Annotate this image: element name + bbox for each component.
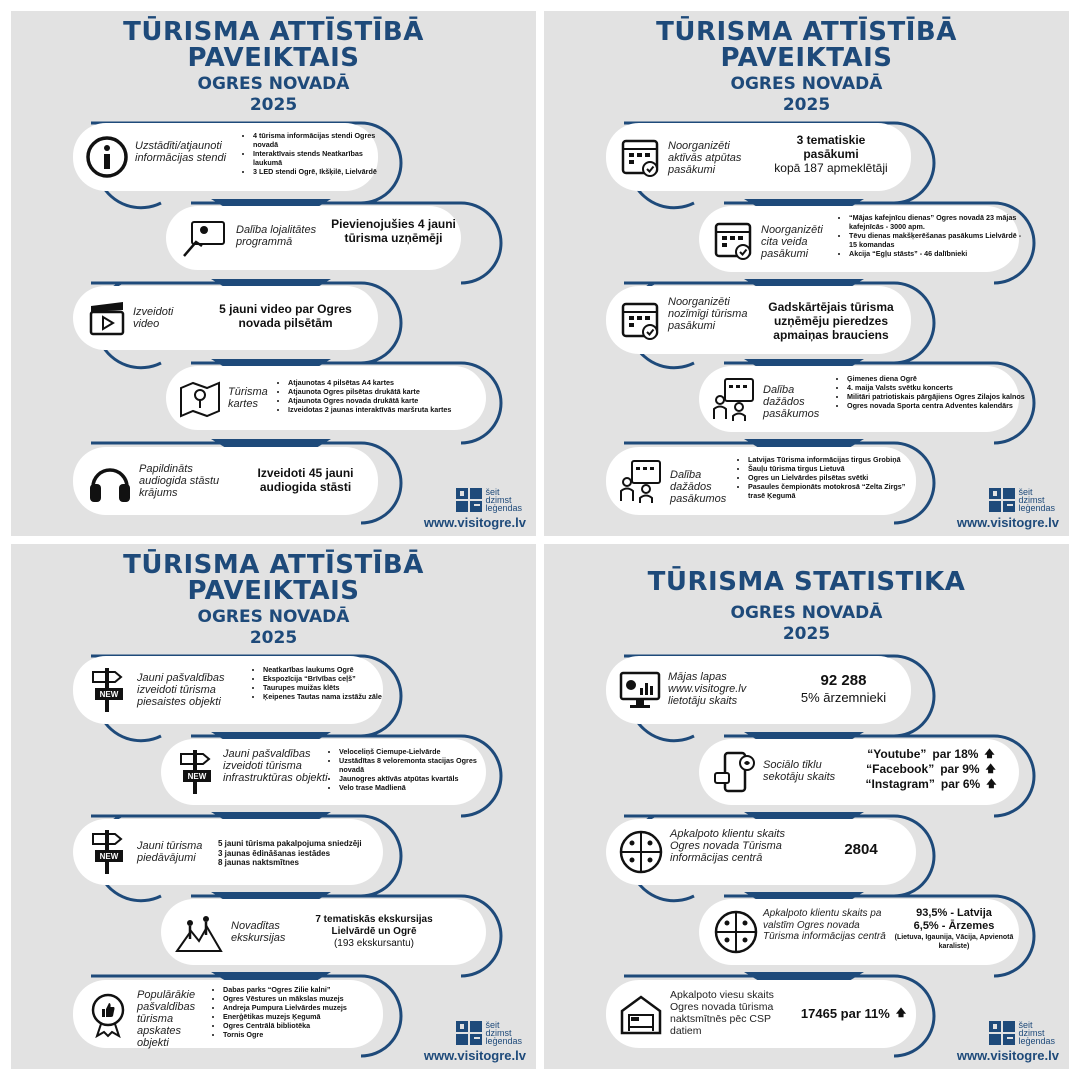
bullet-item: • Tornis Ogre bbox=[223, 1030, 388, 1039]
bullet-item: • Atjaunota Ogres novada drukātā karte bbox=[288, 396, 498, 405]
panel-title-line2: PAVEIKTAIS bbox=[720, 43, 893, 73]
bullet-item: • Taurupes muižas klēts bbox=[263, 683, 388, 692]
bullet-item: • Dabas parks “Ogres Zilie kalni” bbox=[223, 985, 388, 994]
row-value: 7 tematiskās ekskursijas Lielvārdē un Ogrē (193 ekskursantu) bbox=[315, 914, 433, 949]
event-people-icon bbox=[618, 458, 664, 504]
card-website-users bbox=[606, 656, 911, 724]
svg-text:NEW: NEW bbox=[99, 690, 119, 699]
calendar-check-icon bbox=[620, 135, 662, 179]
card-clients-served bbox=[606, 819, 916, 885]
row-value: 5 jauni video par Ogres novada pilsētām bbox=[219, 302, 352, 330]
row-label: Apkalpoto klientu skaits Ogres novada Tūrisma informācijas centrā bbox=[670, 828, 785, 864]
card-video bbox=[73, 286, 378, 350]
row-value: 3 tematiskie pasākumi kopā 187 apmeklētāji bbox=[774, 133, 888, 175]
loyalty-card-icon bbox=[180, 216, 228, 260]
panel-title-line1: TŪRISMA ATTĪSTĪBĀ bbox=[656, 17, 957, 47]
card-active-events bbox=[606, 123, 911, 191]
bullet-item: • Ekspozīcija “Brīvības ceļš” bbox=[263, 674, 388, 683]
social-phone-icon bbox=[713, 749, 757, 795]
ogre-logo bbox=[989, 1021, 1055, 1045]
logo-text: šeit dzimst leģendas bbox=[485, 487, 522, 513]
stat-facebook: “Facebook” par 9% 🡅 bbox=[866, 762, 996, 776]
bullet-item: • 3 LED stendi Ogrē, Ikšķilē, Lielvārdē bbox=[253, 167, 383, 176]
logo-blocks-icon bbox=[456, 1021, 482, 1045]
offer-line: 8 jaunas naktsmītnes bbox=[218, 858, 299, 867]
panel-title-line1: TŪRISMA ATTĪSTĪBĀ bbox=[123, 17, 424, 47]
bullet-list bbox=[278, 378, 498, 414]
website-link[interactable]: www.visitogre.lv bbox=[423, 1048, 526, 1063]
panel-tourism-development-3 bbox=[11, 544, 536, 1069]
new-signpost-icon bbox=[85, 828, 131, 876]
panel-subtitle: OGRES NOVADĀ bbox=[730, 603, 883, 623]
card-loyalty bbox=[166, 206, 461, 270]
row-label: Noorganizēti cita veida pasākumi bbox=[761, 224, 823, 260]
arrow-up-icon: 🡅 bbox=[895, 1008, 907, 1019]
bullet-item: • Ogres Centrālā bibliotēka bbox=[223, 1021, 388, 1030]
card-major-events bbox=[606, 286, 911, 354]
row-label: Jauni pašvaldības izveidoti tūrisma piesaistes objekti bbox=[137, 672, 225, 708]
logo-blocks-icon bbox=[989, 488, 1015, 512]
stat-youtube: “Youtube” par 18% 🡅 bbox=[867, 747, 995, 761]
bullet-item: • Velo trase Madlienā bbox=[339, 783, 491, 792]
bullet-item: • Enerģētikas muzejs Ķegumā bbox=[223, 1012, 388, 1021]
row-value: Izveidoti 45 jauni audiogida stāsti bbox=[257, 466, 354, 494]
bullet-item: • Ķeipenes Tautas nama izstāžu zāle bbox=[263, 692, 388, 701]
logo-text: šeit dzimst leģendas bbox=[1018, 487, 1055, 513]
offers-list bbox=[218, 839, 383, 868]
row-value: 2804 bbox=[844, 841, 878, 858]
bullet-list bbox=[329, 747, 491, 792]
arrow-up-icon: 🡅 bbox=[986, 779, 997, 790]
bullet-item: • Atjaunota Ogres pilsētas drukātā karte bbox=[288, 387, 498, 396]
bullet-item: • Interaktīvais stends Neatkarības laukumā bbox=[253, 149, 383, 167]
logo-blocks-icon bbox=[456, 488, 482, 512]
social-stats bbox=[851, 747, 1011, 792]
arrow-up-icon: 🡅 bbox=[984, 749, 995, 760]
stat-instagram: “Instagram” par 6% 🡅 bbox=[865, 777, 997, 791]
bullet-item: • Uzstādītas 8 veloremonta stacijas Ogres novadā bbox=[339, 756, 491, 774]
card-social-followers bbox=[699, 739, 1019, 805]
card-new-offers bbox=[73, 819, 383, 885]
row-label: Apkalpoto klientu skaits pa valstīm Ogres novada Tūrisma informācijas centrā bbox=[763, 908, 886, 942]
panel-year: 2025 bbox=[782, 95, 831, 115]
pie-people-icon bbox=[618, 829, 664, 875]
logo-text: šeit dzimst leģendas bbox=[485, 1020, 522, 1046]
card-attraction-objects bbox=[73, 656, 383, 724]
row-label: Noorganizēti nozīmīgi tūrisma pasākumi bbox=[668, 296, 748, 332]
bullet-item: • Latvijas Tūrisma informācijas tirgus Grobiņā bbox=[748, 455, 923, 464]
website-link[interactable]: www.visitogre.lv bbox=[956, 1048, 1059, 1063]
card-other-events bbox=[699, 206, 1022, 272]
panel-tourism-development-1 bbox=[11, 11, 536, 536]
bullet-item: • Izveidotas 2 jaunas interaktīvās maršruta kartes bbox=[288, 405, 498, 414]
bullet-list bbox=[738, 455, 923, 500]
new-signpost-icon bbox=[85, 666, 131, 714]
bullet-list bbox=[243, 131, 383, 176]
hikers-icon bbox=[175, 909, 223, 955]
panel-tourism-development-2 bbox=[544, 11, 1069, 536]
calendar-check-icon bbox=[620, 298, 662, 342]
logo-text: šeit dzimst leģendas bbox=[1018, 1020, 1055, 1046]
monitor-chart-icon bbox=[618, 668, 662, 712]
row-label: Papildināts audiogida stāstu krājums bbox=[139, 463, 220, 499]
bullet-item: • 4. maija Valsts svētku koncerts bbox=[847, 383, 1027, 392]
row-label: Novadītas ekskursijas bbox=[231, 920, 286, 944]
row-label: Jauni pašvaldības izveidoti tūrisma infrastruktūras objekti bbox=[223, 748, 328, 784]
bullet-item: • Ogres un Lielvārdes pilsētas svētki bbox=[748, 473, 923, 482]
video-clapper-icon bbox=[87, 298, 127, 338]
bullet-item: • Ogres Vēstures un mākslas muzejs bbox=[223, 994, 388, 1003]
row-label: Izveidoti video bbox=[133, 306, 174, 330]
bullet-item: • 4 tūrisma informācijas stendi Ogres novadā bbox=[253, 131, 383, 149]
card-tourism-maps bbox=[166, 366, 486, 430]
row-label: Tūrisma kartes bbox=[228, 386, 268, 410]
bullet-item: • Pasaules čempionāts motokrosā “Zelta Zirgs” trasē Ķegumā bbox=[748, 482, 923, 500]
svg-text:NEW: NEW bbox=[99, 852, 119, 861]
website-link[interactable]: www.visitogre.lv bbox=[956, 515, 1059, 530]
arrow-up-icon: 🡅 bbox=[985, 764, 996, 775]
new-signpost-icon bbox=[173, 748, 219, 796]
card-info-stands bbox=[73, 123, 378, 191]
offer-line: 5 jauni tūrisma pakalpojuma sniedzēji bbox=[218, 839, 362, 848]
svg-text:NEW: NEW bbox=[187, 772, 207, 781]
card-participation-1 bbox=[699, 366, 1025, 432]
bullet-list bbox=[839, 213, 1027, 258]
bullet-item: • Akcija “Egļu stāsts” - 46 dalībnieki bbox=[849, 249, 1027, 258]
bullet-item: • Ogres novada Sporta centra Adventes kalendārs bbox=[847, 401, 1027, 410]
bullet-item: • Ģimenes diena Ogrē bbox=[847, 374, 1027, 383]
row-label: Uzstādīti/atjaunoti informācijas stendi bbox=[135, 140, 227, 164]
ogre-logo bbox=[989, 488, 1055, 512]
panel-year: 2025 bbox=[782, 624, 831, 644]
bullet-item: • Neatkarības laukums Ogrē bbox=[263, 665, 388, 674]
bullet-item: • Andreja Pumpura Lielvārdes muzejs bbox=[223, 1003, 388, 1012]
ogre-logo bbox=[456, 1021, 522, 1045]
row-label: Mājas lapas www.visitogre.lv lietotāju skaits bbox=[668, 671, 747, 707]
card-guests-accommodation bbox=[606, 980, 916, 1048]
panel-subtitle: OGRES NOVADĀ bbox=[197, 74, 350, 94]
panel-year: 2025 bbox=[249, 628, 298, 648]
panel-tourism-statistics bbox=[544, 544, 1069, 1069]
ogre-logo bbox=[456, 488, 522, 512]
row-label: Dalība dažādos pasākumos bbox=[763, 384, 820, 420]
bullet-item: • “Mājas kafejnīcu dienas” Ogres novadā 23 mājas kafejnīcās - 3000 apm. bbox=[849, 213, 1027, 231]
card-audioguide bbox=[73, 447, 378, 515]
card-infrastructure-objects bbox=[161, 739, 486, 805]
website-link[interactable]: www.visitogre.lv bbox=[423, 515, 526, 530]
row-label: Noorganizēti aktīvās atpūtas pasākumi bbox=[668, 140, 742, 176]
offer-line: 3 jaunas ēdināšanas iestādes bbox=[218, 848, 331, 858]
panel-title-line2: PAVEIKTAIS bbox=[187, 43, 360, 73]
bullet-item: • Tēvu dienas makšķerēšanas pasākums Lielvārdē - 15 komandas bbox=[849, 231, 1027, 249]
panel-subtitle: OGRES NOVADĀ bbox=[730, 74, 883, 94]
headphones-icon bbox=[87, 457, 133, 505]
bed-icon bbox=[618, 991, 664, 1037]
bullet-list bbox=[213, 985, 388, 1039]
card-clients-by-country bbox=[699, 899, 1019, 965]
panel-title: TŪRISMA STATISTIKA bbox=[647, 567, 966, 597]
row-label: Sociālo tīklu sekotāju skaits bbox=[763, 759, 836, 783]
map-icon bbox=[178, 378, 222, 418]
row-label: Dalība lojalitātes programmā bbox=[236, 224, 317, 248]
panel-subtitle: OGRES NOVADĀ bbox=[197, 607, 350, 627]
pie-people-icon bbox=[713, 909, 759, 955]
logo-blocks-icon bbox=[989, 1021, 1015, 1045]
row-label: Apkalpoto viesu skaits Ogres novada tūrisma naktsmītnēs pēc CSP datiem bbox=[670, 989, 774, 1037]
card-participation-2 bbox=[606, 447, 916, 515]
bullet-list bbox=[253, 665, 388, 701]
bullet-item: • Militāri patriotiskais pārgājiens Ogres Zilajos kalnos bbox=[847, 392, 1027, 401]
bullet-item: • Šauļu tūrisma tirgus Lietuvā bbox=[748, 464, 923, 473]
row-label: Populārākie pašvaldības tūrisma apskates objekti bbox=[137, 989, 196, 1049]
bullet-list bbox=[837, 374, 1027, 410]
panel-title-line2: PAVEIKTAIS bbox=[187, 576, 360, 606]
row-label: Jauni tūrisma piedāvājumi bbox=[137, 840, 203, 864]
row-value: Gadskārtējais tūrisma uzņēmēju pieredzes apmaiņas brauciens bbox=[768, 300, 894, 342]
info-icon bbox=[85, 135, 129, 179]
card-popular-sights bbox=[73, 980, 383, 1048]
panel-title-line1: TŪRISMA ATTĪSTĪBĀ bbox=[123, 550, 424, 580]
panel-year: 2025 bbox=[249, 95, 298, 115]
row-value: Pievienojušies 4 jauni tūrisma uzņēmēji bbox=[331, 217, 456, 245]
bullet-item: • Jaunogres aktīvās atpūtas kvartāls bbox=[339, 774, 491, 783]
row-label: Dalība dažādos pasākumos bbox=[670, 469, 727, 505]
calendar-check-icon bbox=[713, 218, 755, 262]
card-excursions bbox=[161, 899, 486, 965]
bullet-item: • Veloceliņš Ciemupe-Lielvārde bbox=[339, 747, 491, 756]
row-value: 93,5% - Latvija 6,5% - Ārzemes (Lietuva, Igaunija, Vācija, Apvienotā karaliste) bbox=[894, 907, 1014, 950]
thumbs-up-badge-icon bbox=[85, 990, 131, 1038]
bullet-item: • Atjaunotas 4 pilsētas A4 kartes bbox=[288, 378, 498, 387]
event-people-icon bbox=[711, 376, 757, 422]
row-value: 92 288 5% ārzemnieki bbox=[800, 672, 887, 705]
row-value: 17465 par 11% 🡅 bbox=[800, 1006, 907, 1021]
